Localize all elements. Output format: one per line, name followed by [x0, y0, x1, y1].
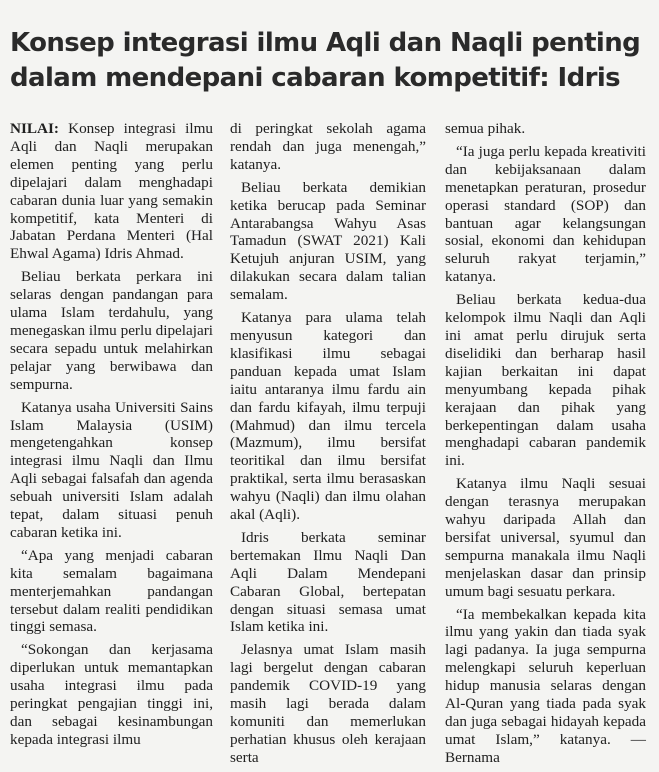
paragraph: “Apa yang menjadi cabaran kita semalam bagaimana menterjemahkan pandangan tersebut dalam realiti pendidikan tinggi semasa. — [10, 546, 213, 636]
headline-line-1: Konsep integrasi ilmu Aqli dan Naqli penting — [10, 28, 641, 58]
paragraph: Beliau berkata perkara ini selaras dengan pandangan para ulama Islam terdahulu, yang menegaskan ilmu perlu dipelajari secara sepadu untuk melahirkan pelajar yang berwibawa dan sempurna. — [10, 268, 213, 393]
paragraph — [10, 120, 213, 263]
paragraph: Jelasnya umat Islam masih lagi bergelut dengan cabaran pandemik COVID-19 yang masih lagi berada dalam komuniti dan memerlukan perhatian khusus oleh kerajaan serta — [230, 641, 426, 766]
paragraph: Idris berkata seminar bertemakan Ilmu Naqli Dan Aqli Dalam Mendepani Cabaran Global, bertepatan dengan situasi semasa umat Islam ketika ini. — [230, 528, 426, 636]
paragraph: Katanya usaha Universiti Sains Islam Malaysia (USIM) mengetengahkan konsep integrasi ilmu Naqli dan Ilmu Aqli sebagai falsafah dan agenda sebuah universiti Islam adalah tepat, dalam situasi penuh cabaran ketika ini. — [10, 398, 213, 541]
paragraph: di peringkat sekolah agama rendah dan juga menengah,” katanya. — [230, 120, 426, 173]
paragraph: Katanya ilmu Naqli sesuai dengan terasnya merupakan wahyu daripada Allah dan bersifat universal, syumul dan sempurna manakala ilmu Naqli menjelaskan dasar dan prinsip umum bagi sesuatu perkara. — [445, 475, 646, 600]
paragraph-text: Konsep integrasi ilmu Aqli dan Naqli merupakan elemen penting yang perlu dipelajari dalam menghadapi cabaran dunia luar yang semakin kompetitif, kata Menteri di Jabatan Perdana Menteri (Hal Ehwal Agama) Idris Ahmad. — [10, 120, 213, 263]
paragraph: Beliau berkata demikian ketika berucap pada Seminar Antarabangsa Wahyu Asas Tamadun (SWAT 2021) Kali Ketujuh anjuran USIM, yang dilakukan secara dalam talian semalam. — [230, 178, 426, 304]
article-column-2 — [230, 120, 426, 772]
paragraph: Beliau berkata kedua-dua kelompok ilmu Naqli dan Aqli ini amat perlu dirujuk serta diselidiki dan berharap hasil kajian berkaitan ini dapat menyumbang kepada pihak kerajaan dan pihak yang berkepentingan dalam usaha menghadapi cabaran pandemik ini. — [445, 291, 646, 470]
article-column-3 — [445, 120, 646, 772]
paragraph: semua pihak. — [445, 120, 526, 137]
headline — [10, 26, 650, 96]
paragraph: Katanya para ulama telah menyusun kategori dan klasifikasi ilmu sebagai panduan kepada umat Islam iaitu antaranya ilmu fardu ain dan fardu kifayah, ilmu terpuji (Mahmud) dan ilmu tercela (Mazmum), ilmu bersifat teoritikal dan ilmu bersifat praktikal, serta ilmu berasaskan wahyu (Naqli) dan ilmu olahan akal (Aqli). — [230, 309, 426, 524]
paragraph: “Ia juga perlu kepada kreativiti dan kebijaksanaan dalam menetapkan peraturan, prosedur operasi standard (SOP) dan bantuan agar kelangsungan sosial, ekonomi dan kehidupan seluruh rakyat terjamin,” katanya. — [445, 142, 646, 286]
headline-line-2: dalam mendepani cabaran kompetitif: Idris — [10, 63, 621, 93]
paragraph: “Ia membekalkan kepada kita ilmu yang yakin dan tiada syak lagi padanya. Ia juga sempurna melengkapi seluruh keperluan hidup manusia selaras dengan Al-Quran yang tiada pada syak dan juga sebagai hidayah kepada umat Islam,” katanya. — Bernama — [445, 605, 646, 766]
paragraph: “Sokongan dan kerjasama diperlukan untuk memantapkan usaha integrasi ilmu pada peringkat pengajian tinggi ini, dan sebagai kesinambungan kepada integrasi ilmu — [10, 641, 213, 748]
dateline: NILAI: — [10, 120, 59, 137]
article-column-1 — [10, 120, 213, 754]
